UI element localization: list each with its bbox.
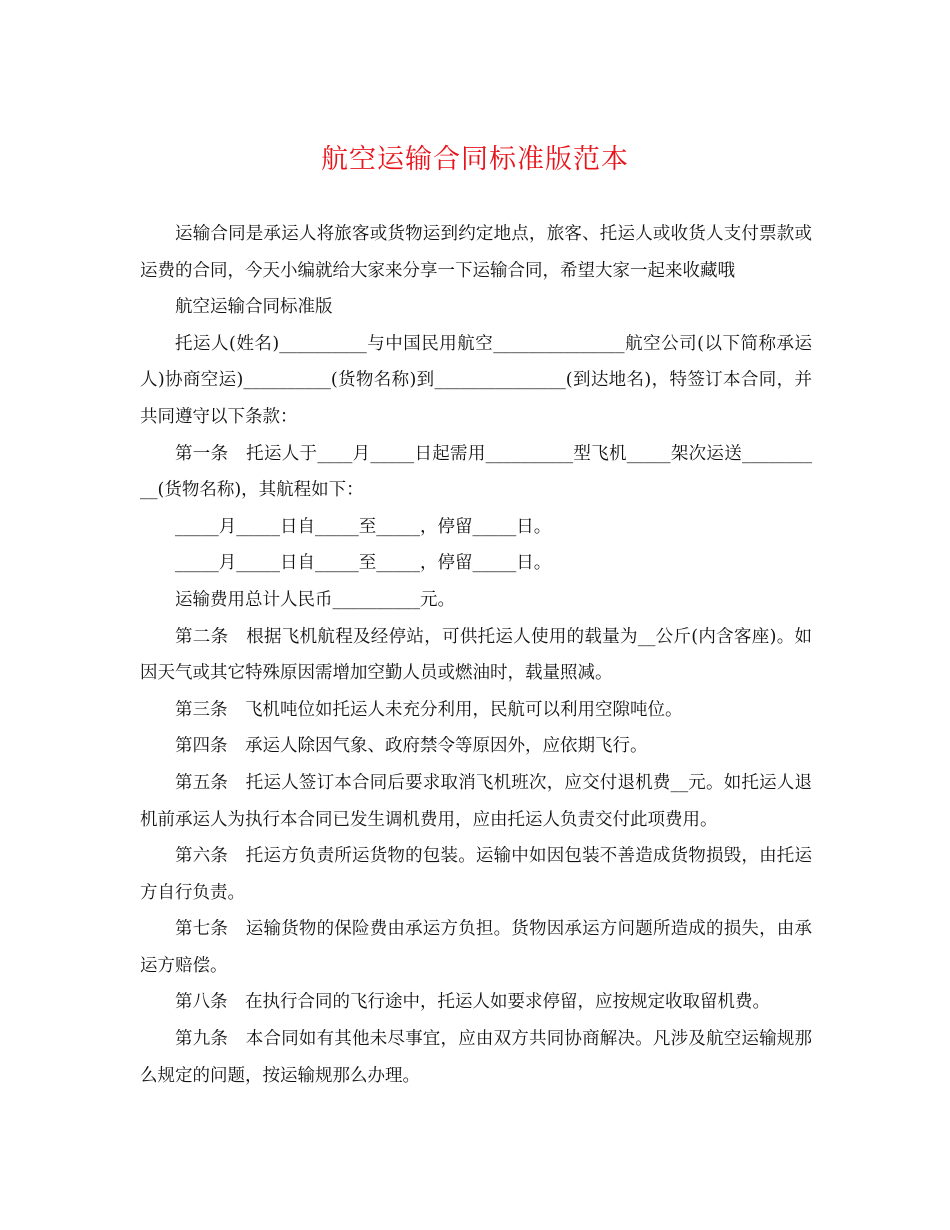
clause-4: 第四条 承运人除因气象、政府禁令等原因外，应依期飞行。 (175, 736, 648, 757)
document-body (140, 216, 812, 1094)
parties-paragraph: 托运人(姓名)__________与中国民用航空_______________航空公司(以下简称承运人)协商空运)__________(货物名称)到_______________(到达地名)，特签订本合同，并共同遵守以下条款： (140, 333, 812, 427)
clause-8: 第八条 在执行合同的飞行途中，托运人如要求停留，应按规定收取留机费。 (175, 992, 770, 1013)
document-title: 航空运输合同标准版范本 (321, 144, 629, 175)
intro-paragraph: 运输合同是承运人将旅客或货物运到约定地点，旅客、托运人或收货人支付票款或运费的合同，今天小编就给大家来分享一下运输合同，希望大家一起来收藏哦 (140, 224, 812, 281)
clause-6: 第六条 托运方负责所运货物的包装。运输中如因包装不善造成货物损毁，由托运方自行负责。 (140, 846, 812, 903)
clause-7: 第七条 运输货物的保险费由承运方负担。货物因承运方问题所造成的损失，由承运方赔偿。 (140, 919, 812, 976)
clause-1: 第一条 托运人于____月_____日起需用__________型飞机_____架次运送__________(货物名称)，其航程如下： (140, 443, 812, 501)
clause-9: 第九条 本合同如有其他未尽事宜，应由双方共同协商解决。凡涉及航空运输规那么规定的问题，按运输规那么办理。 (140, 1029, 812, 1086)
route-line-1: _____月_____日自_____至_____，停留_____日。 (175, 516, 552, 537)
subtitle-paragraph: 航空运输合同标准版 (175, 297, 333, 318)
clause-5: 第五条 托运人签订本合同后要求取消飞机班次，应交付退机费__元。如托运人退机前承运人为执行本合同已发生调机费用，应由托运人负责交付此项费用。 (140, 772, 812, 830)
route-line-2: _____月_____日自_____至_____，停留_____日。 (175, 553, 552, 574)
fee-total: 运输费用总计人民币__________元。 (175, 589, 455, 610)
clause-2: 第二条 根据飞机航程及经停站，可供托运人使用的载量为__公斤(内含客座)。如因天气或其它特殊原因需增加空勤人员或燃油时，载量照减。 (140, 626, 812, 684)
clause-3: 第三条 飞机吨位如托运人未充分利用，民航可以利用空隙吨位。 (175, 699, 683, 720)
